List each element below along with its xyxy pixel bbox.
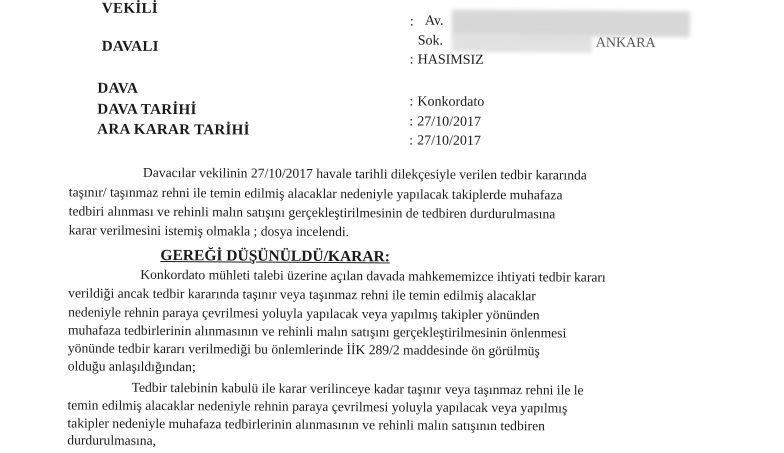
redacted-address xyxy=(452,34,592,53)
paragraph-line: yönünde tedbir kararı verilmediği bu önlemlerinde İİK 289/2 maddesinde ön görülmüş xyxy=(67,340,540,359)
paragraph-line: nedeniyle rehnin paraya çevrilmesi yoluyla yapılacak veya yapılmış takipler yönünden xyxy=(68,304,540,323)
paragraph-line: Davacılar vekilinin 27/10/2017 havale tarihli dilekçesiyle verilen tedbir kararında xyxy=(142,164,587,183)
vekili-value: Av. xyxy=(424,13,444,29)
davali-value: HASIMSIZ xyxy=(417,52,484,68)
paragraph-line: muhafaza tedbirlerinin alınmasının ve rehinli malın satışını gerçekleştirilmesinin önlenmesi xyxy=(67,322,567,341)
ara-karar-tarihi-label: ARA KARAR TARİHİ xyxy=(97,121,250,139)
paragraph-line: durdurulmasına, xyxy=(67,432,157,448)
dava-value: Konkordato xyxy=(417,94,485,110)
dava-tarihi-colon: : xyxy=(409,114,414,130)
paragraph-line: takipler nedeniyle muhafaza tedbirlerinin alınmasının ve rehinli malın satışının tedbiren xyxy=(67,415,545,434)
vekili-address-city: ANKARA xyxy=(595,35,656,52)
dava-tarihi-label: DAVA TARİHİ xyxy=(97,101,197,119)
davali-label: DAVALI xyxy=(101,38,159,55)
dava-label: DAVA xyxy=(97,80,139,97)
paragraph-line: temin edilmiş alacaklar nedeniyle rehnin paraya çevrilmesi yoluyla yapılacak veya yapılmış xyxy=(67,397,568,416)
dava-tarihi-value: 27/10/2017 xyxy=(417,114,482,130)
paragraph-line: karar verilmesini istemiş olmakla ; dosya incelendi. xyxy=(68,222,350,240)
vekili-label: VEKİLİ xyxy=(101,0,158,17)
vekili-address-prefix: Sok. xyxy=(417,33,444,49)
ara-karar-tarihi-value: 27/10/2017 xyxy=(417,133,481,149)
paragraph-line: Tedbir talebinin kabulü ile karar verilinceye kadar taşınır veya taşınmaz rehni ile le xyxy=(131,379,584,398)
paragraph-line: olduğu anlaşıldığından; xyxy=(67,358,196,375)
paragraph-line: Konkordato mühleti talebi üzerine açılan davada mahkememizce ihtiyati tedbir kararı xyxy=(140,266,606,285)
ara-karar-tarihi-colon: : xyxy=(409,133,414,149)
dava-colon: : xyxy=(409,94,414,110)
paragraph-line: tedbiri alınması ve rehinli malın satışını gerçekleştirilmesinin de tedbiren durdurulmasına xyxy=(68,203,556,222)
decision-heading: GEREĞİ DÜŞÜNÜLDÜ/KARAR: xyxy=(160,246,391,266)
vekili-colon: : xyxy=(409,14,414,30)
paragraph-line: taşınır/ taşınmaz rehni ile temin edilmiş alacaklar nedeniyle yapılacak takiplerde muhafaza xyxy=(68,184,563,203)
davali-colon: : xyxy=(409,52,414,68)
paragraph-line: verildiği ancak tedbir kararında taşınır veya taşınmaz rehni ile temin edilmiş alacaklar xyxy=(68,285,536,304)
